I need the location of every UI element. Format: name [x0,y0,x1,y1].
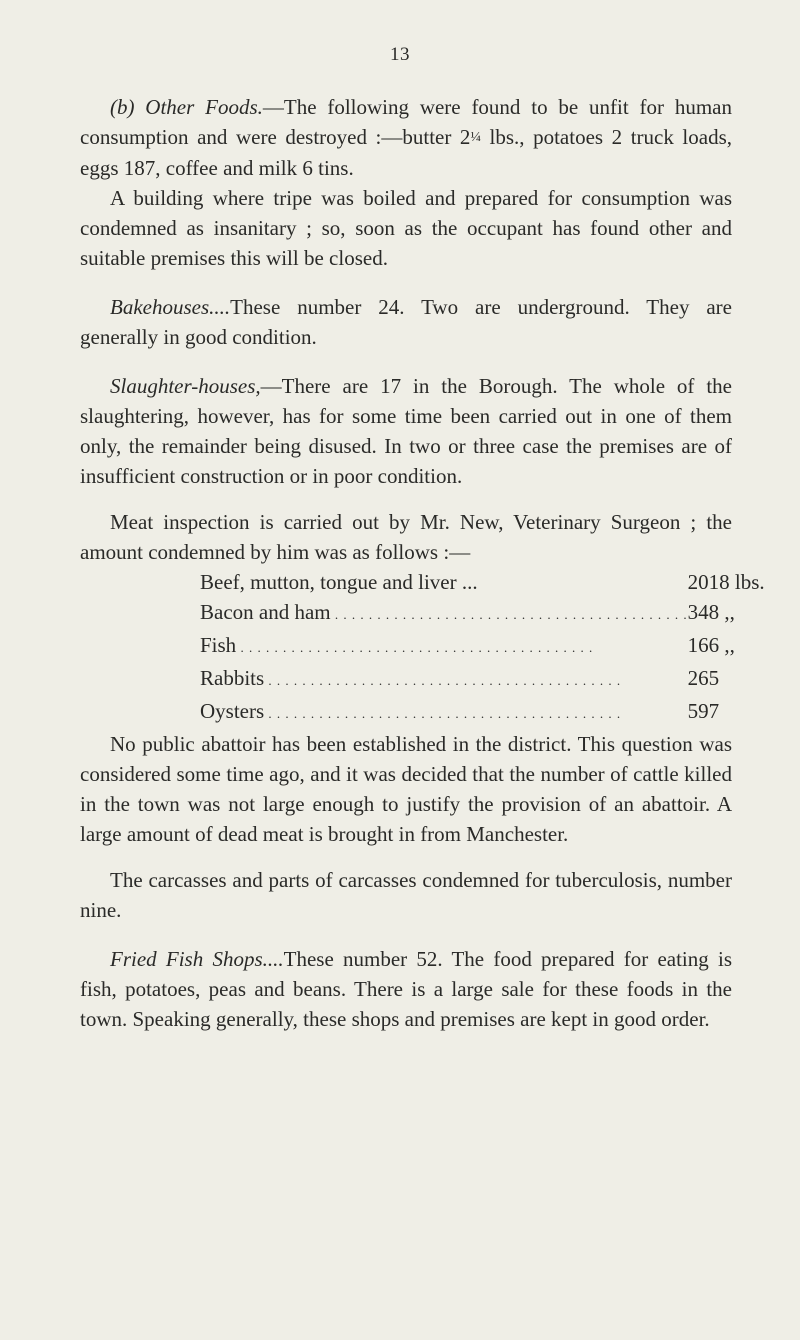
abattoir-paragraph: No public abattoir has been established in the district. This question was considered some time ago, and it was decided that the number of cattle killed in the town was not large enough to justify the provision of an abattoir. A large amount of dead meat is brought in from Manchester. [80,732,732,846]
butter-fraction: ¼ [470,130,481,145]
fried-fish-paragraph [80,944,732,1034]
table-row [200,630,765,663]
page-number: 13 [390,44,410,65]
other-foods-text-a: —The following were found to be unfit for human consumption and were destroyed :—butter 2 [80,95,732,149]
meat-item-label: Beef, mutton, tongue and liver ... [200,570,478,594]
fried-fish-heading: Fried Fish Shops.... [110,947,284,971]
meat-item-amount: 348 ,, [687,600,735,624]
table-row [200,696,765,729]
other-foods-paragraph [80,92,732,183]
slaughter-houses-paragraph [80,371,732,491]
meat-item-amount: 2018 lbs. [687,570,765,594]
meat-item-label: Rabbits . . . [200,666,621,690]
bakehouses-text: These number 24. Two are underground. They are generally in good condition. [80,295,732,349]
other-foods-heading: (b) Other Foods. [110,95,263,119]
meat-item-amount: 597 [687,699,720,723]
meat-item-amount: 265 [687,666,720,690]
meat-inspection-paragraph: Meat inspection is carried out by Mr. New, Veterinary Surgeon ; the amount condemned by him was as follows :— [80,510,732,564]
slaughter-houses-text: —There are 17 in the Borough. The whole of the slaughtering, however, has for some time been carried out in one of them only, the remainder being disused. In two or three case the premises are of insufficient construction or in poor condition. [80,374,732,488]
meat-item-label: Fish . . . [200,633,593,657]
tripe-paragraph: A building where tripe was boiled and prepared for consumption was condemned as insanitary ; so, soon as the occupant has found other and suitable premises this will be closed. [80,186,732,270]
meat-item-label: Oysters . . . [200,699,621,723]
bakehouses-paragraph [80,292,732,352]
bakehouses-heading: Bakehouses.... [110,295,231,319]
carcasses-paragraph: The carcasses and parts of carcasses condemned for tuberculosis, number nine. [80,868,732,922]
table-row [200,567,765,597]
table-row [200,663,765,696]
meat-item-label: Bacon and ham . . . [200,600,688,624]
other-foods-text-b: lbs., potatoes 2 truck loads, eggs 187, coffee and milk 6 tins. [80,125,733,180]
condemned-meat-table [200,567,765,729]
meat-item-amount: 166 ,, [687,633,735,657]
slaughter-houses-heading: Slaughter-houses, [110,374,261,398]
fried-fish-text: These number 52. The food prepared for eating is fish, potatoes, peas and beans. There is a large sale for these foods in the town. Speaking generally, these shops and premises are kept in good order. [80,947,732,1031]
document-body [80,92,765,1034]
table-row [200,597,765,630]
